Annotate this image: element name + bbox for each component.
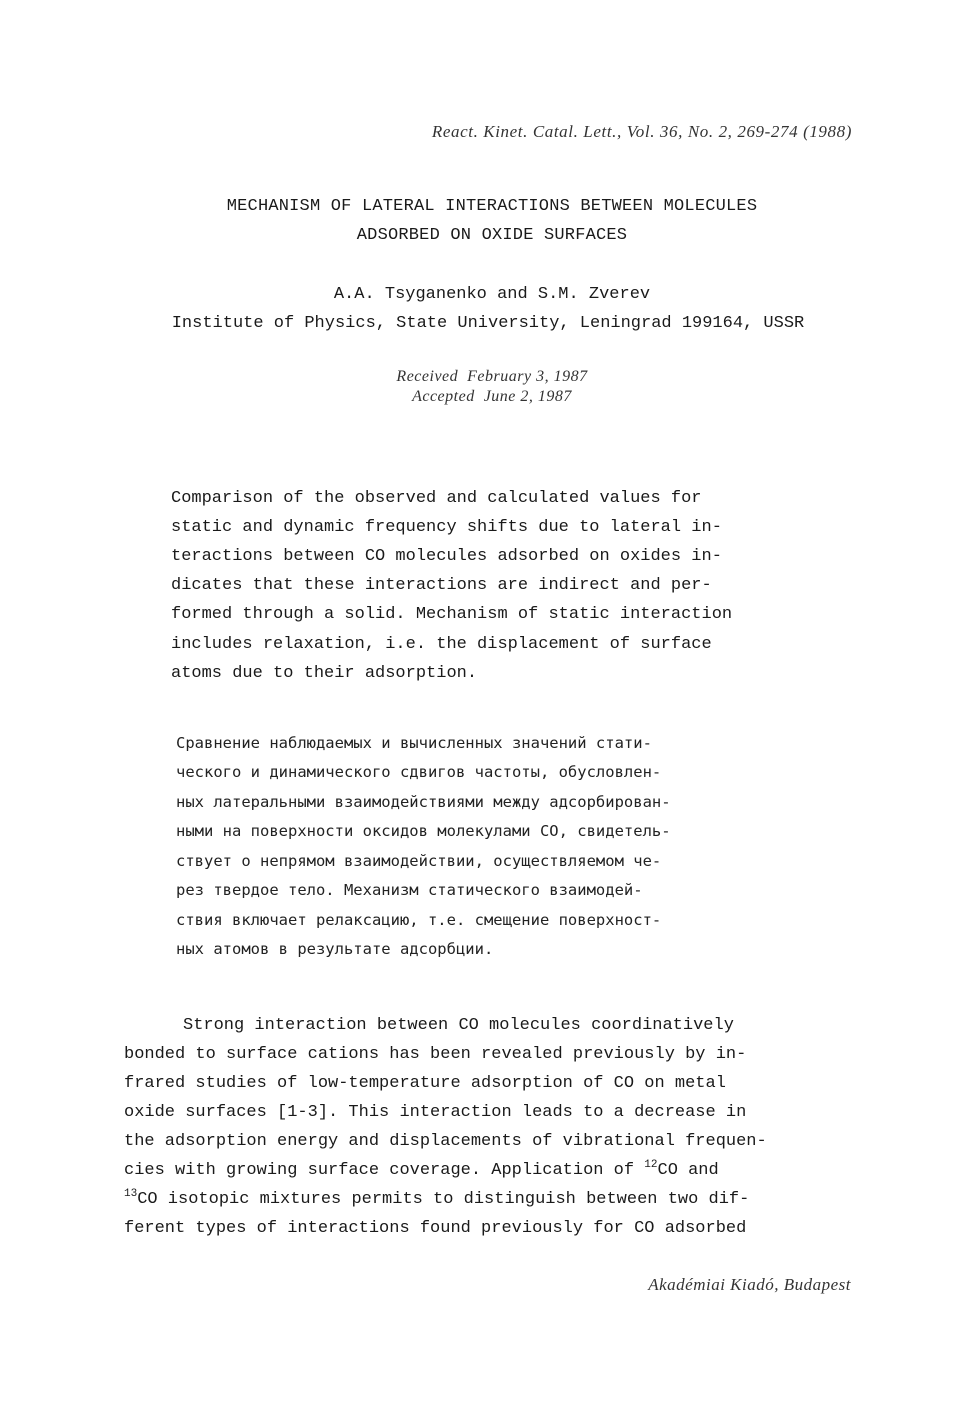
body-line: the adsorption energy and displacements of vibrational frequen- [124,1132,767,1151]
abstract-en-line: static and dynamic frequency shifts due to lateral in- [171,518,722,537]
abstract-en-line: formed through a solid. Mechanism of static interaction [171,605,733,624]
abstract-en-line: Comparison of the observed and calculated values for [171,489,702,508]
body-text: CO and [657,1161,719,1180]
body-line: frared studies of low-temperature adsorption of CO on metal [124,1074,726,1093]
body-text: cies with growing surface coverage. Application of [124,1161,645,1180]
accepted-date: Accepted June 2, 1987 [412,388,572,405]
abstract-en-line: teractions between CO molecules adsorbed on oxides in- [171,547,722,566]
abstract-ru-line: рез твердое тело. Механизм статического взаимодей- [176,881,643,899]
abstract-ru-line: ными на поверхности оксидов молекулами СО, свидетель- [176,822,671,840]
publisher-imprint: Akadémiai Kiadó, Budapest [648,1275,851,1294]
body-line: Strong interaction between CO molecules coordinatively [183,1016,734,1035]
abstract-ru-line: ных атомов в результате адсорбции. [176,940,494,958]
body-line: bonded to surface cations has been revealed previously by in- [124,1045,747,1064]
journal-reference: React. Kinet. Catal. Lett., Vol. 36, No. 2, 269-274 (1988) [431,122,852,141]
isotope-superscript: 13 [124,1188,138,1200]
abstract-ru-line: ствия включает релаксацию, т.е. смещение поверхност- [176,911,662,929]
paper-title-line-2: ADSORBED ON OXIDE SURFACES [356,226,628,245]
body-line [124,1156,719,1185]
abstract-ru-line: ческого и динамического сдвигов частоты, обусловлен- [176,763,662,781]
isotope-superscript: 12 [644,1159,658,1171]
body-text: CO isotopic mixtures permits to distinguish between two dif- [137,1190,750,1209]
abstract-ru-line: ных латеральными взаимодействиями между адсорбирован- [176,793,671,811]
abstract-ru-line: ствует о непрямом взаимодействии, осуществляемом че- [176,852,662,870]
body-line: ferent types of interactions found previously for CO adsorbed [124,1219,747,1238]
body-line: oxide surfaces [1-3]. This interaction leads to a decrease in [124,1103,747,1122]
received-date: Received February 3, 1987 [396,368,588,385]
paper-title-line-1: MECHANISM OF LATERAL INTERACTIONS BETWEEN MOLECULES [226,197,758,216]
abstract-en-line: includes relaxation, i.e. the displacement of surface [171,635,712,654]
abstract-en-line: atoms due to their adsorption. [171,664,478,683]
abstract-en-line: dicates that these interactions are indirect and per- [171,576,712,595]
affiliation: Institute of Physics, State University, Leningrad 199164, USSR [171,314,805,333]
abstract-ru-line: Сравнение наблюдаемых и вычисленных значений стати- [176,734,652,752]
body-line [124,1185,749,1214]
authors: A.A. Tsyganenko and S.M. Zverev [333,285,651,304]
